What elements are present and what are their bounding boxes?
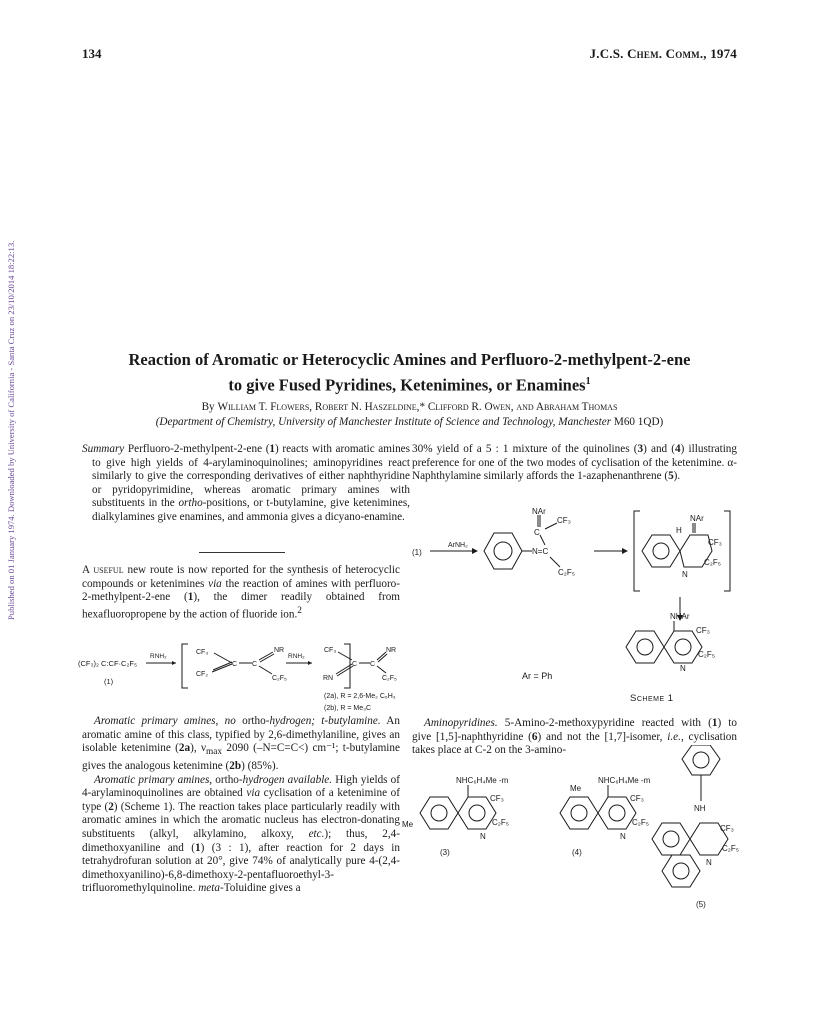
p2-text-2: ), ν	[190, 742, 207, 755]
rp2-bold-1: 1	[711, 717, 718, 729]
scheme2-c1: C	[232, 661, 238, 668]
scheme2-cf3: CF₃	[196, 649, 209, 656]
scheme2-bond-2	[212, 664, 232, 672]
right-paragraph-1	[412, 443, 737, 484]
page-number: 134	[82, 46, 102, 61]
scheme1-bond-c-c	[540, 535, 545, 545]
p2-text-4: ) (85%).	[241, 760, 279, 773]
c4-label: (4)	[572, 848, 582, 857]
scheme2-product-c1: C	[352, 661, 358, 668]
p2-text-3: 2090 (–N=C=C<) cm⁻¹; t-butylamine gives the analogous ketenimine (	[82, 742, 400, 773]
scheme2-c2: C	[252, 661, 258, 668]
scheme2-bond-3	[213, 662, 232, 670]
p3-heading-1: Aromatic primary amines,	[94, 773, 213, 786]
affiliation-postcode: M60 1QD)	[611, 416, 664, 428]
scheme1-int-n: N	[682, 570, 688, 579]
affiliation-text: (Department of Chemistry, University of Manchester Institute of Science and Technology, Manchester	[155, 416, 612, 428]
summary-paragraph	[82, 443, 410, 525]
p3-text-4: ); thus, 2,4-dimethoxyaniline and (	[82, 827, 400, 854]
p3-text-2: cyclisation of a ketenimine of type (	[82, 787, 400, 813]
scheme2-arrowhead-2	[308, 661, 312, 665]
scheme1-product-circle-b	[675, 639, 691, 655]
rp2-bold-2: 6	[531, 730, 538, 743]
scheme2-start-label: (1)	[104, 677, 114, 686]
scheme2-product-c2f5: C₂F₅	[382, 675, 397, 682]
scheme-label	[630, 693, 674, 704]
scheme2-start: (CF₃)₂ C:CF·C₂F₅	[78, 659, 137, 668]
compound-5	[652, 745, 739, 909]
rp1-text-4: ).	[673, 470, 681, 483]
scheme1-arrowhead-2	[622, 548, 628, 554]
rp1-text-3: ) illustrating preference for one of the two modes of cyclisation of the ketenimine. α-Naphthylamine similarly affords the 1-azaphenanthrene (	[412, 443, 737, 483]
compound-4	[560, 776, 651, 857]
c3-n: N	[480, 832, 486, 841]
scheme2-bracket-left	[182, 644, 188, 688]
title-line-2-text: to give Fused Pyridines, Ketenimines, or Enamines	[228, 375, 586, 395]
scheme1-bond-cf3	[545, 523, 557, 529]
intro-italic-1: via	[208, 577, 222, 590]
scheme2-product-rn: RN	[323, 675, 334, 682]
scheme1-int-nar: NAr	[690, 514, 704, 523]
c3-cf3: CF₃	[490, 794, 504, 803]
intro-text-2: the reaction of amines with perfluoro-2-methylpent-2-ene (	[82, 577, 400, 604]
summary-text-3: -positions, or t-butylamine, give ketenimines, dialkylamines give enamines, and ammonia gives a dicyano-enamine.	[92, 497, 410, 523]
rp1-bold-1: 3	[637, 443, 644, 455]
c5-circle-naph	[693, 752, 709, 768]
results-paragraph	[82, 715, 400, 896]
summary-bold-1: 1	[269, 443, 276, 455]
scheme1-n-eq-c: N=C	[532, 547, 549, 556]
scheme1-bracket-right	[724, 511, 730, 591]
compound-structures	[400, 745, 740, 915]
scheme2-nr: NR	[274, 647, 285, 654]
scheme1-bond-c2f5	[550, 557, 560, 567]
c3-label: (3)	[440, 848, 450, 857]
rp1-bold-3: 5	[668, 470, 674, 483]
scheme1-reagent: ArNH₂	[448, 542, 468, 549]
rp2-text-4: , cyclisation takes place at C-2 on the 3-amino-	[412, 730, 737, 757]
scheme1-cf3: CF₃	[557, 516, 571, 525]
rp2-text-3: ) and not the [1,7]-isomer,	[537, 730, 668, 743]
p2-text-1: An aromatic amine of this class, typified by 2,6-dimethylaniline, gives an isolable ketenimine (	[82, 715, 400, 755]
scheme1-h: H	[676, 526, 682, 535]
title-line-1: Reaction of Aromatic or Heterocyclic Amines and Perfluoro-2-methylpent-2-ene	[128, 350, 691, 369]
summary-text-2: ) reacts with aromatic amines to give high yields of 4-arylaminoquinolines; aminopyridines react similarly to give the corresponding derivatives of either naphthyridine or pyridopyrimidine, whereas aromatic primary amines with substituents in the	[92, 443, 410, 510]
scheme1-arrowhead-1	[472, 548, 478, 554]
c5-n: N	[706, 858, 712, 867]
intro-smallcaps: A useful	[82, 564, 124, 576]
rp2-italic-1: i.e.	[667, 730, 681, 743]
scheme-1-figure	[412, 505, 742, 690]
scheme1-product-n: N	[680, 664, 686, 673]
scheme2-product-bond-3	[337, 666, 353, 676]
rp2-text-2: ) to give [1,5]-naphthyridine (	[412, 717, 738, 743]
c5-c2f5: C₂F₅	[722, 844, 739, 853]
scheme2-note-b: (2b), R = Me₃C	[324, 705, 372, 712]
c5-ring-bottom	[662, 855, 700, 887]
scheme1-reactant: (1)	[412, 548, 422, 557]
c5-ring-mid	[652, 823, 690, 855]
scheme2-note-a: (2a), R = 2,6-Me₂ C₆H₃	[324, 693, 396, 700]
scheme2-product-cf3: CF₃	[324, 647, 337, 654]
scheme2-product-bond-7	[377, 666, 386, 673]
scheme2-bond-1	[214, 653, 232, 663]
download-watermark	[4, 160, 18, 620]
p3-italic-3: meta	[198, 882, 220, 895]
scheme2-cf2: CF₂	[196, 671, 209, 678]
p3-italic-2: etc.	[308, 827, 325, 840]
c5-cf3: CF₃	[720, 824, 734, 833]
scheme2-bond-7	[259, 666, 272, 674]
rp1-text-1: 30% yield of a 5 : 1 mixture of the quinolines (	[412, 443, 638, 455]
c5-label: (5)	[696, 900, 706, 909]
author-block	[82, 400, 737, 430]
compound-3	[402, 776, 509, 857]
c4-nh-sub: NHC₆H₄Me -m	[598, 776, 651, 785]
scheme1-product-ring-a	[626, 631, 664, 663]
intro-bold-1: 1	[187, 591, 194, 604]
scheme1-int-cf3: CF₃	[708, 538, 722, 547]
p3-bold-2: 1	[195, 841, 201, 854]
scheme1-product-ring-b	[664, 631, 702, 663]
scheme1-product-c2f5: C₂F₅	[698, 650, 715, 659]
p2-subscript: max	[206, 747, 223, 758]
scheme1-c2f5: C₂F₅	[558, 568, 575, 577]
summary-text-1: Perfluoro-2-methylpent-2-ene (	[124, 443, 270, 455]
summary-divider	[199, 552, 285, 553]
p3-text-5: ) (3 : 1), after reaction for 2 days in tetrahydrofuran solution at 20°, give 74% of analytically pure 4-(2,4-dimethoxyanilino)-6,8-dimethoxy-2-pentafluoroethyl-3-trifluoromethylquinoline.	[82, 841, 400, 895]
scheme1-product-circle-a	[637, 639, 653, 655]
p3-text-6: -Toluidine gives a	[219, 882, 301, 895]
scheme2-c2f5: C₂F₅	[272, 675, 287, 682]
scheme1-product-cf3: CF₃	[696, 626, 710, 635]
rp2-heading: Aminopyridines.	[424, 717, 498, 729]
p2-bold-2: 2b	[229, 760, 242, 773]
c5-circle-bottom	[673, 863, 689, 879]
quinoline-paragraph	[82, 774, 400, 896]
title-reference: 1	[585, 376, 591, 387]
ketenimine-scheme	[76, 640, 406, 718]
p2-bold-1: 2a	[178, 742, 191, 755]
c3-me: Me	[402, 820, 414, 829]
scheme1-intermediate-circle	[653, 543, 669, 559]
summary-italic-1: ortho	[178, 497, 203, 510]
affiliation	[82, 415, 737, 430]
c4-c2f5: C₂F₅	[632, 818, 649, 827]
intro-reference: 2	[297, 605, 302, 616]
rp1-text-2: ) and (	[643, 443, 676, 455]
scheme1-c: C	[534, 528, 540, 537]
c3-circle-b	[469, 805, 485, 821]
c5-ring-naph	[682, 745, 720, 775]
journal-header	[590, 46, 737, 62]
c4-n: N	[620, 832, 626, 841]
journal-year: , 1974	[703, 46, 737, 61]
c4-circle-b	[609, 805, 625, 821]
scheme2-product-c2: C	[370, 661, 376, 668]
summary-label: Summary	[82, 443, 125, 455]
c3-ring-a	[420, 797, 458, 829]
p2-heading-2: ortho	[235, 715, 266, 727]
scheme1-int-c2f5: C₂F₅	[704, 558, 721, 567]
c5-circle-mid	[663, 831, 679, 847]
intro-text-1: new route is now reported for the synthesis of heterocyclic compounds or ketenimines	[82, 564, 400, 590]
scheme2-arrowhead-1	[172, 661, 176, 665]
rp1-bold-2: 4	[675, 443, 681, 455]
c4-circle-a	[571, 805, 587, 821]
scheme2-reagent-1: RNH₂	[150, 653, 167, 660]
p3-text-1: High yields of 4-arylaminoquinolines are obtained	[82, 773, 401, 800]
p3-italic-1: via	[246, 787, 261, 800]
p3-heading-2: ortho	[212, 773, 239, 786]
journal-prefix: J.C.S.	[589, 46, 628, 61]
p3-bold-1: 2	[108, 800, 114, 813]
journal-name: Chem. Comm.	[627, 46, 704, 61]
scheme1-intermediate-ring-a	[642, 535, 680, 567]
rp2-text-1: 5-Amino-2-methoxypyridine reacted with (	[497, 717, 712, 729]
scheme1-ar-note: Ar = Ph	[522, 671, 553, 681]
author-list	[82, 400, 737, 415]
intro-text-3: ), the dimer readily obtained from hexafluoropropene by the action of fluoride ion.	[82, 591, 400, 621]
p2-heading-3: -hydrogen; t-butylamine.	[265, 715, 381, 727]
c3-circle-a	[431, 805, 447, 821]
scheme1-phenyl-ring	[484, 533, 522, 569]
c4-cf3: CF₃	[630, 794, 644, 803]
scheme2-reagent-2: RNH₂	[288, 653, 305, 660]
article-title	[82, 349, 737, 397]
author-by: By	[201, 401, 218, 413]
c4-me: Me	[570, 784, 582, 793]
c5-nh: NH	[694, 804, 706, 813]
p3-text-3: ) (Scheme 1). The reaction takes place particularly readily with aromatic amines in which the aromatic nucleus has electron-donating substituents (alkyl, alkylamino, alkoxy,	[82, 800, 400, 840]
scheme1-bracket-left	[634, 511, 640, 591]
c4-ring-a	[560, 797, 598, 829]
intro-paragraph	[82, 564, 400, 622]
scheme-label-text: Scheme 1	[630, 693, 674, 704]
title-line-2	[82, 371, 737, 397]
c3-c2f5: C₂F₅	[492, 818, 509, 827]
p2-heading-1: Aromatic primary amines, no	[94, 715, 236, 727]
download-watermark-text: Published on 01 January 1974. Downloaded by University of California - Santa Cruz on 23/10/2014 18:22:13.	[6, 240, 16, 620]
scheme1-nar: NAr	[532, 507, 546, 516]
scheme1-phenyl-circle	[494, 542, 512, 560]
p3-heading-3: -hydrogen available.	[238, 773, 333, 786]
author-names: William T. Flowers, Robert N. Haszeldine,* Clifford R. Owen, and Abraham Thomas	[217, 401, 618, 413]
scheme1-product-nhar: NHAr	[670, 612, 690, 621]
ketenimine-paragraph	[82, 715, 400, 774]
scheme2-product-nr: NR	[386, 647, 397, 654]
c3-nh-sub: NHC₆H₄Me -m	[456, 776, 509, 785]
